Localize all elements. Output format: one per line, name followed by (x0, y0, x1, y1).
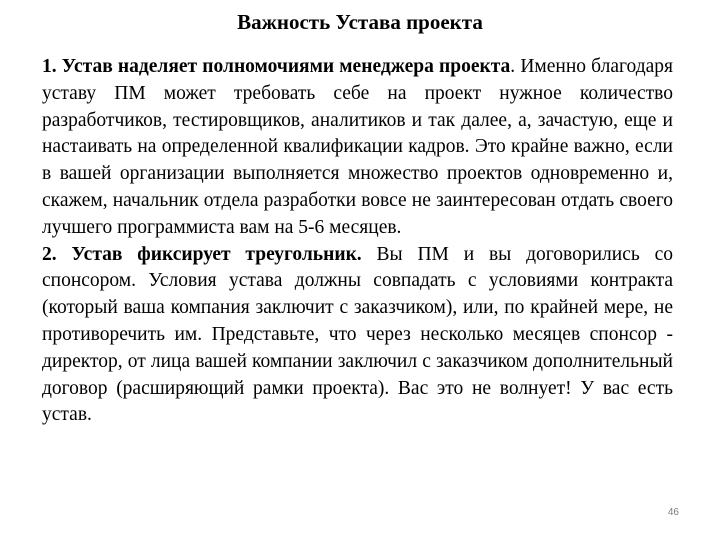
paragraph-1 (42, 54, 673, 242)
slide-title: Важность Устава проекта (237, 10, 483, 34)
paragraph-2-number: 2. (42, 243, 57, 265)
slide-body (42, 54, 673, 429)
paragraph-2-lead: Устав фиксирует треугольник. (71, 243, 362, 265)
paragraph-2-body: Вы ПМ и вы договорились со спонсором. Условия устава должны совпадать с условиями контракта (который ваша компания заключит с заказчиком), или, по крайней мере, не противоречить им. Представьте, что через несколько месяцев спонсор - директор, от лица вашей компании заключил с заказчиком дополнительный договор (расширяющий рамки проекта). Вас это не волнует! У вас есть устав. (42, 243, 673, 426)
paragraph-1-number: 1. (42, 56, 57, 77)
page-number: 46 (667, 507, 679, 518)
paragraph-2 (42, 242, 673, 430)
paragraph-1-body: . Именно благодаря уставу ПМ может требовать себе на проект нужное количество разработчиков, тестировщиков, аналитиков и так далее, а, зачастую, еще и настаивать на определенной квалификации кадров. Это крайне важно, если в вашей организации выполняется множество проектов одновременно и, скажем, начальник отдела разработки вовсе не заинтересован отдать своего лучшего программиста вам на 5-6 месяцев. (42, 56, 673, 238)
paragraph-1-lead: Устав наделяет полномочиями менеджера проекта (61, 56, 511, 77)
